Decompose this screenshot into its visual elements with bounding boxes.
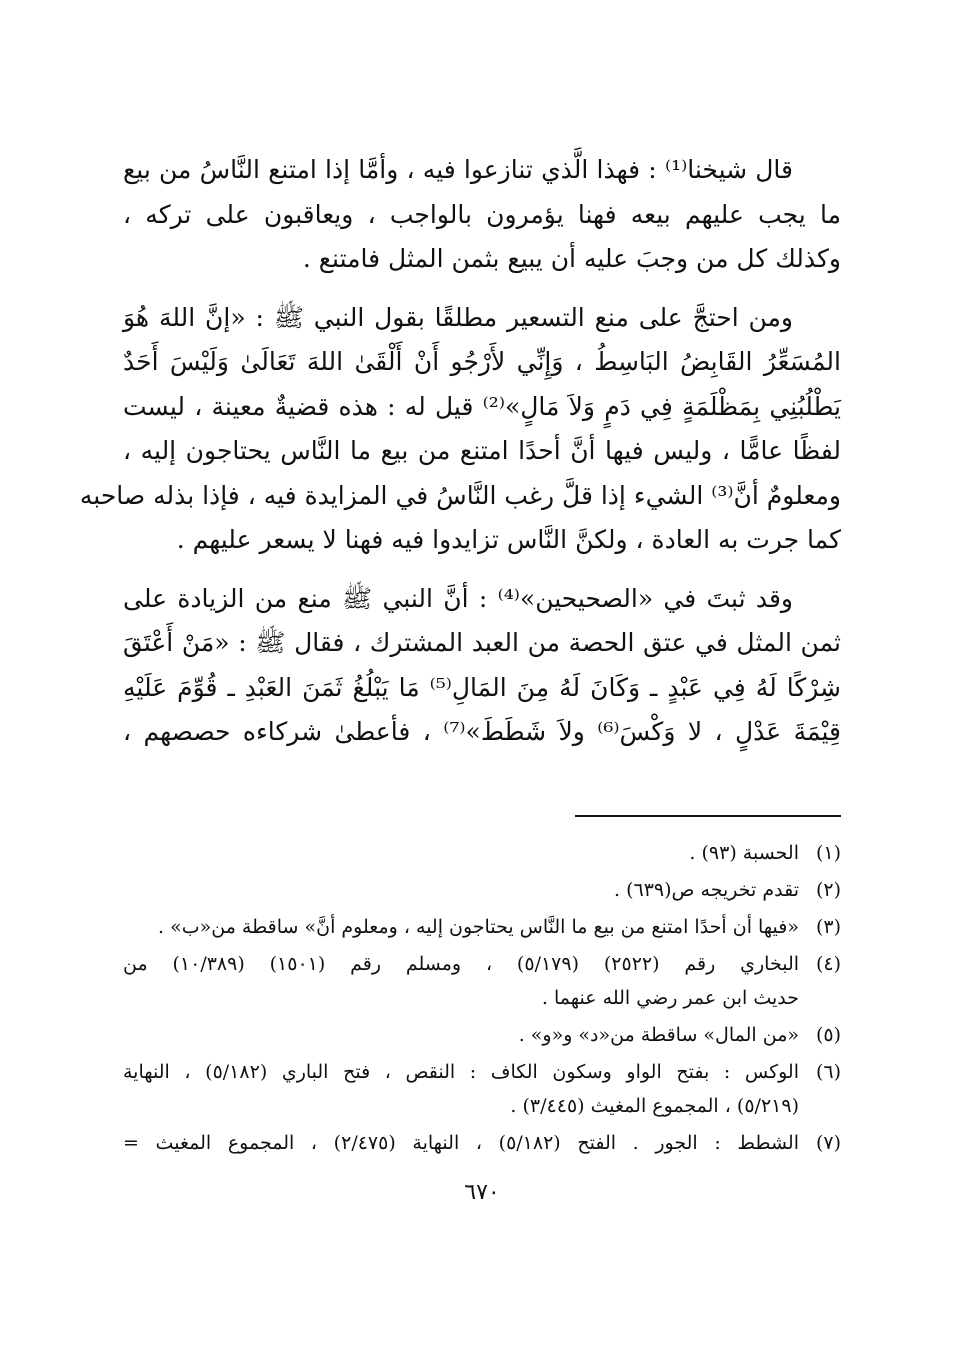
footnote-text xyxy=(123,873,799,907)
text-line: وكذلك كل من وجبَ عليه أن يبيع بثمن المثل فامتنع . xyxy=(302,244,841,273)
text-line: ثمن المثل في عتق الحصة من العبد المشترك ، فقال ﷺ : «مَنْ أَعْتَقَ xyxy=(123,628,841,657)
text-line: قال شيخنا⁽¹⁾ : فهذا الَّذي تنازعوا فيه ، وأمَّا إذا امتنع النَّاسُ من بيع xyxy=(123,155,793,184)
footnote-line: البخاري رقم (٢٥٢٢) (٥/١٧٩) ، ومسلم رقم (١٥٠١) (١٠/٣٨٩) من xyxy=(123,953,800,975)
text-line: المُسَعِّرُ القَابِضُ البَاسِطُ ، وَإِنِّي لأَرْجُو أَنْ أَلْقَىٰ اللهَ تَعَالَىٰ وَلَيْسَ أَحَدٌ xyxy=(123,347,841,376)
text-line: وقد ثبتَ في «الصحيحين»⁽⁴⁾ : أنَّ النبي ﷺ منع من الزيادة على xyxy=(123,583,793,613)
footnotes xyxy=(123,836,841,1163)
text-line: شِرْكًا لَهُ فِي عَبْدٍ ـ وَكَانَ لَهُ مِنَ المَالِ⁽⁵⁾ مَا يَبْلُغُ ثَمَنَ العَبْدِ ـ قُوِّمَ عَلَيْهِ xyxy=(123,672,841,702)
footnote xyxy=(123,1018,841,1052)
main-text xyxy=(79,148,842,769)
footnote xyxy=(123,836,841,870)
footnote-line: (٥/٢١٩) ، المجموع المغيث (٣/٤٤٥) . xyxy=(510,1095,799,1117)
text-line: كما جرت به العادة ، ولكنَّ النَّاس تزايدوا فيه فهنا لا يسعر عليهم . xyxy=(176,525,841,554)
text-line: ومعلومٌ أنَّ⁽³⁾ الشيء إذا قلَّ رغب النَّاسُ في المزايدة فيه ، فإذا بذله صاحبه xyxy=(79,480,841,510)
footnote-text xyxy=(123,1055,799,1123)
text-line: ما يجب عليهم بيعه فهنا يؤمرون بالواجب ، ويعاقبون على تركه ، xyxy=(123,199,841,229)
text-line: قِيْمَةَ عَدْلٍ ، لا وَكْسَ⁽⁶⁾ ولاَ شَطَطَ»⁽⁷⁾ ، فأعطىٰ شركاءه حصصهم ، xyxy=(123,717,842,746)
footnote-text xyxy=(123,836,799,870)
footnote-text xyxy=(123,947,799,1015)
text-line: لفظًا عامًّا ، وليس فيها أنَّ أحدًا امتنع من بيع ما النَّاس يحتاجون إليه ، xyxy=(123,436,841,465)
footnote xyxy=(123,1126,841,1160)
footnote xyxy=(123,1055,841,1123)
footnote-line: الشطط : الجور . الفتح (٥/١٨٢) ، النهاية (٢/٤٧٥) ، المجموع المغيث = xyxy=(123,1132,800,1154)
footnote-text xyxy=(123,1126,799,1160)
paragraph xyxy=(123,148,841,282)
footnote-line: تقدم تخريجه ص(٦٣٩) . xyxy=(614,879,799,901)
footnote-line: الحسبة (٩٣) . xyxy=(689,842,799,864)
footnote-number: (٥) xyxy=(815,1024,841,1046)
paragraph xyxy=(79,296,841,563)
footnote xyxy=(123,873,841,907)
text-line: يَطْلُبُنِي بِمَظْلَمَةٍ فِي دَمٍ وَلاَ مَالٍ»⁽²⁾ قيل له : هذه قضيةٌ معينة ، ليست xyxy=(123,391,841,421)
footnote-number: (٢) xyxy=(815,879,841,901)
text-line: ومن احتجَّ على منع التسعير مطلقًا بقول النبي ﷺ : «إنَّ اللهَ هُوَ xyxy=(123,302,793,332)
footnote-number: (٤) xyxy=(815,953,841,975)
footnote-line: الوكس : بفتح الواو وسكون الكاف : النقص ، فتح الباري (٥/١٨٢) ، النهاية xyxy=(123,1061,799,1083)
footnote-line: «من المال» ساقطة من«د» و«و» . xyxy=(518,1024,799,1046)
footnote-number: (٦) xyxy=(815,1061,841,1083)
footnote-text xyxy=(123,910,799,944)
footnote-line: «فيها أن أحدًا امتنع من بيع ما النَّاس يحتاجون إليه ، ومعلوم أنَّ» ساقطة من«ب» . xyxy=(158,916,799,938)
footnote-number: (٣) xyxy=(815,916,841,938)
footnote-divider xyxy=(575,815,841,817)
footnote-number: (١) xyxy=(815,842,841,864)
footnote-text xyxy=(123,1018,799,1052)
page-number: ٦٧٠ xyxy=(464,1180,500,1205)
paragraph xyxy=(123,577,841,755)
footnote xyxy=(123,947,841,1015)
footnote-number: (٧) xyxy=(815,1132,841,1154)
footnote xyxy=(123,910,841,944)
footnote-line: حديث ابن عمر رضي الله عنهما . xyxy=(541,987,799,1009)
